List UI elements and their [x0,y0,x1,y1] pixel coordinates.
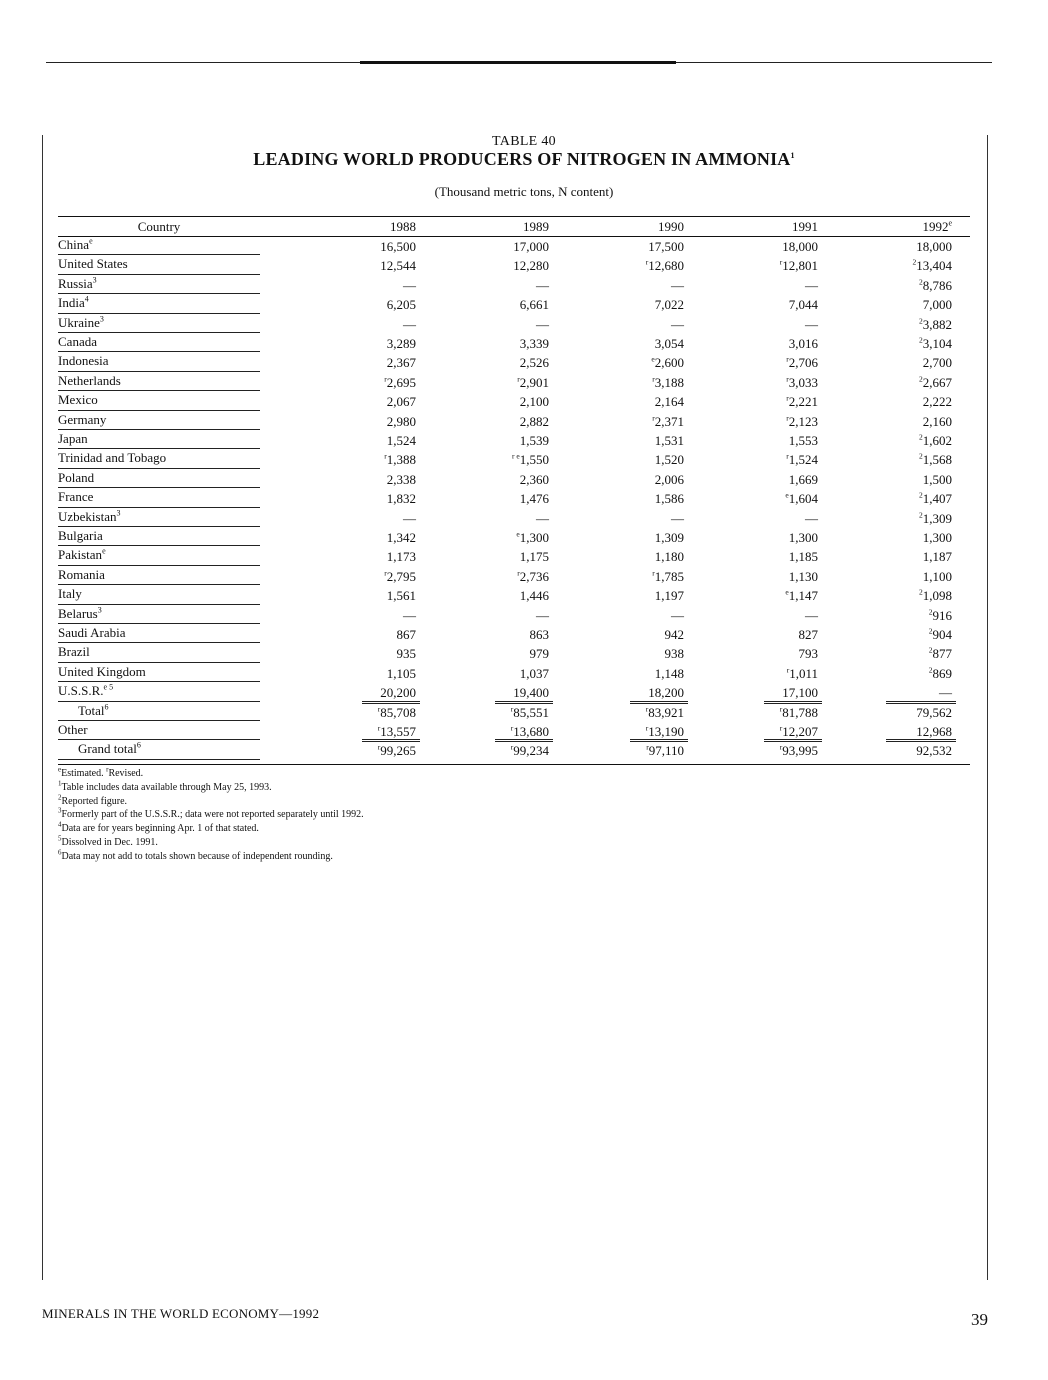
value-cell: 7,022 [654,297,684,313]
value-cell: 7,044 [788,297,818,313]
value-cell: $^r$93,995 [779,743,818,759]
value-cell: 12,544 [380,258,416,274]
value-cell: 867 [396,627,416,642]
value-cell: $^r$1,388 [384,452,416,468]
grand-total-rule [362,741,420,742]
value-cell: 1,187 [922,549,952,565]
country-cell: United States [58,256,128,272]
top-rule-accent [360,61,676,64]
table-row [0,411,1048,430]
table-row [0,721,1048,740]
table-bottom-rule [58,764,970,765]
table-row [0,663,1048,682]
table-row [0,566,1048,585]
value-cell: $^e$2,600 [651,355,684,371]
value-cell: 92,532 [916,743,952,759]
subtotal-rule [764,701,822,702]
value-cell: — [403,607,416,623]
table-number: TABLE 40 [492,134,556,149]
country-cell: Grand total$^6$ [78,741,141,757]
value-cell: 2,360 [519,471,549,487]
value-cell: 18,000 [916,239,952,254]
value-cell: 2,222 [922,394,952,410]
grand-total-rule [764,741,822,742]
value-cell: $^2$1,407 [919,490,952,507]
value-cell: $^r$3,188 [652,374,684,390]
value-cell: $^r$1,011 [786,665,818,681]
value-cell: 12,280 [513,258,549,274]
table-row [0,682,1048,701]
value-cell: $^2$1,602 [919,432,952,448]
country-cell: Romania [58,566,105,582]
value-cell: $^r$12,680 [645,258,684,274]
header-top-rule [58,216,970,217]
country-cell: Germany [58,411,107,427]
value-cell: $^r$99,234 [510,743,549,759]
subtotal-rule [886,701,956,702]
grand-total-rule [764,739,822,740]
value-cell: 6,205 [386,297,416,313]
value-cell: 1,148 [654,665,684,681]
country-cell: Bulgaria [58,528,103,543]
value-cell: 7,000 [922,297,952,313]
column-header-year: 1989 [523,219,549,234]
value-cell: 1,185 [788,549,818,565]
country-cell: Poland [58,469,95,485]
value-cell: 1,130 [788,568,818,584]
value-cell: 3,054 [654,336,684,351]
value-cell: 3,289 [386,336,416,351]
value-cell: 942 [664,627,684,642]
grand-total-rule [886,739,956,740]
country-cell: Netherlands [58,372,121,388]
value-cell: — [805,607,818,623]
value-cell: 827 [798,627,818,642]
subtotal-rule [764,703,822,704]
table-subtitle: (Thousand metric tons, N content) [434,184,614,199]
footnote: $^3$Formerly part of the U.S.S.R.; data were not reported separately until 1992. [58,807,364,821]
value-cell: $^r$2,901 [517,374,549,390]
value-cell: 935 [396,646,416,662]
footnote: $^4$Data are for years beginning Apr. 1 of that stated. [58,820,259,835]
country-cell: Mexico [58,392,98,408]
value-cell: 1,175 [519,549,549,565]
value-cell: 79,562 [916,704,952,720]
value-cell: $^e$1,604 [785,490,818,507]
country-cell: Brazil [58,644,90,660]
table-row [0,527,1048,546]
subtotal-rule [630,703,688,704]
country-cell: Italy [58,586,82,602]
value-cell: $^2$869 [928,665,952,681]
value-cell: — [805,510,818,526]
value-cell: 19,400 [513,685,549,701]
value-cell: 1,100 [922,568,952,584]
value-cell: $^2$916 [928,607,952,623]
value-cell: 1,586 [654,491,684,507]
value-cell: — [805,277,818,293]
value-cell: 1,561 [386,588,416,604]
footnote: $^2$Reported figure. [58,793,128,807]
value-cell: 1,197 [654,588,684,604]
value-cell: 2,367 [386,355,416,371]
value-cell: $^2$1,309 [919,510,952,526]
value-cell: — [805,316,818,332]
value-cell: $^r$3,033 [786,374,818,390]
value-cell: — [939,685,952,701]
value-cell: 16,500 [380,239,416,254]
grand-total-rule [886,741,956,742]
value-cell: $^r$2,221 [786,393,818,410]
value-cell: — [671,316,684,332]
column-header-year: 1991 [792,219,818,234]
country-cell: Total$^6$ [78,702,109,718]
value-cell: 1,300 [922,530,952,545]
value-cell: 18,200 [648,685,684,701]
table-row [0,294,1048,313]
value-cell: 1,524 [386,433,416,448]
grand-total-rule [630,741,688,742]
table-row [0,702,1048,721]
subtotal-rule [495,701,553,702]
value-cell: 18,000 [782,239,818,254]
value-cell: $^e$1,300 [516,529,549,545]
country-cell: Russia$^3$ [58,275,97,291]
value-cell: $^2$1,098 [919,587,952,604]
value-cell: 2,700 [922,355,952,371]
value-cell: $^r$99,265 [377,743,416,759]
value-cell: — [403,277,416,293]
value-cell: — [536,510,549,526]
country-cell: Ukraine$^3$ [58,314,104,330]
value-cell: $^r$2,706 [786,355,818,371]
country-cell: India$^4$ [58,294,89,311]
value-cell: 979 [529,646,549,662]
value-cell: 12,968 [916,724,952,739]
value-cell: $^r$81,788 [779,704,818,720]
value-cell: $^2$3,882 [919,316,952,332]
value-cell: $^r$2,795 [384,568,416,584]
value-cell: 1,180 [654,549,684,565]
footnotes [58,767,364,864]
country-cell: Indonesia [58,353,109,369]
table-row [0,508,1048,527]
value-cell: 1,342 [386,530,416,545]
table-title: LEADING WORLD PRODUCERS OF NITROGEN IN AMMONIA$^1$ [253,149,795,169]
value-cell: — [671,607,684,623]
value-cell: 3,339 [519,336,549,351]
country-cell: China$^e$ [58,236,93,252]
value-cell: $^r$2,123 [786,413,818,429]
table-row [0,275,1048,294]
value-cell: 1,520 [654,452,684,468]
subtotal-rule [362,703,420,704]
table-row [0,740,1048,759]
table-row [0,624,1048,643]
publication-footer: MINERALS IN THE WORLD ECONOMY—1992 [42,1306,320,1321]
table-row [0,352,1048,371]
value-cell: 1,531 [654,433,684,448]
value-cell: $^2$2,667 [919,374,952,390]
table-row [0,585,1048,604]
value-cell: 2,164 [654,394,684,410]
table-row [0,236,1048,255]
grand-total-rule [362,739,420,740]
value-cell: $^e$1,147 [785,587,818,604]
table-row [0,314,1048,333]
value-cell: $^{r e}$1,550 [512,452,549,468]
value-cell: 2,067 [386,394,416,410]
country-cell: Japan [58,431,88,446]
country-cell: United Kingdom [58,663,146,679]
value-cell: $^r$1,524 [786,452,818,468]
value-cell: 1,832 [386,491,416,507]
value-cell: $^2$13,404 [912,258,952,274]
value-cell: 2,980 [386,413,416,429]
table-row [0,546,1048,565]
footnote: $^5$Dissolved in Dec. 1991. [58,834,158,848]
value-cell: — [403,510,416,526]
value-cell: 863 [529,627,549,642]
country-cell: Saudi Arabia [58,625,126,640]
value-cell: $^r$2,695 [384,374,416,390]
country-cell: U.S.S.R.$^{e 5}$ [58,682,114,699]
value-cell: 3,016 [788,336,818,351]
value-cell: — [536,316,549,332]
value-cell: 1,476 [519,491,549,507]
value-cell: 1,446 [519,588,549,604]
table-row [0,430,1048,449]
country-cell: France [58,489,94,505]
footnote: $^6$Data may not add to totals shown because of independent rounding. [58,848,333,862]
value-cell: 1,173 [386,549,416,565]
country-cell: Canada [58,334,97,349]
value-cell: $^2$3,104 [919,335,952,351]
country-cell: Uzbekistan$^3$ [58,508,121,524]
country-cell: Trinidad and Tobago [58,450,167,466]
row-rule [58,759,260,760]
value-cell: 2,526 [519,355,549,371]
value-cell: 2,006 [654,471,684,487]
value-cell: 20,200 [380,685,416,701]
value-cell: $^r$97,110 [646,743,684,759]
column-header-year: 1990 [658,219,684,234]
value-cell: 2,338 [386,471,416,487]
value-cell: 1,553 [788,433,818,448]
value-cell: $^r$85,708 [377,704,416,720]
table-row [0,391,1048,410]
value-cell: $^r$85,551 [510,704,549,720]
value-cell: $^r$13,680 [510,723,549,739]
subtotal-rule [630,701,688,702]
value-cell: 1,309 [654,530,684,545]
subtotal-rule [362,701,420,702]
value-cell: 1,105 [386,665,416,681]
table-row [0,643,1048,662]
value-cell: 1,037 [519,665,549,681]
value-cell: 17,100 [782,685,818,701]
value-cell: — [403,316,416,332]
grand-total-rule [495,741,553,742]
footnote: $^1$Table includes data available through May 25, 1993. [58,779,272,793]
table-row [0,255,1048,274]
value-cell: 793 [798,646,818,662]
value-cell: 2,882 [519,413,549,429]
value-cell: $^r$1,785 [652,568,684,584]
grand-total-rule [630,739,688,740]
grand-total-rule [495,739,553,740]
table-row [0,333,1048,352]
value-cell: $^r$13,557 [377,723,416,739]
value-cell: 2,100 [519,394,549,410]
value-cell: 2,160 [922,413,952,429]
column-header-country: Country [137,219,181,234]
table-row [0,605,1048,624]
value-cell: 1,539 [519,433,549,448]
subtotal-rule [886,703,956,704]
table-row [0,449,1048,468]
value-cell: — [536,277,549,293]
value-cell: 1,500 [922,471,952,487]
value-cell: $^r$12,207 [779,723,818,739]
value-cell: — [671,277,684,293]
country-cell: Other [58,722,88,737]
value-cell: — [536,607,549,623]
value-cell: $^r$2,371 [652,413,684,429]
country-cell: Pakistan$^e$ [58,547,106,563]
value-cell: $^2$8,786 [919,277,952,293]
column-header-year: 1992e [922,218,952,234]
footnote: $^e$Estimated. $^r$Revised. [58,765,144,779]
value-cell: $^2$1,568 [919,452,952,468]
value-cell: $^r$2,736 [517,568,549,584]
value-cell: 17,500 [648,239,684,254]
value-cell: $^r$83,921 [645,704,684,720]
value-cell: 938 [664,646,684,662]
table-row [0,488,1048,507]
subtotal-rule [495,703,553,704]
value-cell: $^r$13,190 [645,723,684,739]
value-cell: $^2$904 [928,626,952,642]
value-cell: 17,000 [513,239,549,254]
value-cell: $^r$12,801 [779,258,818,274]
country-cell: Belarus$^3$ [58,605,102,621]
table-row [0,469,1048,488]
value-cell: 6,661 [519,297,549,313]
value-cell: — [671,510,684,526]
value-cell: $^2$877 [928,646,952,662]
value-cell: 1,300 [788,530,818,545]
table-row [0,372,1048,391]
value-cell: 1,669 [788,471,818,487]
page-number: 39 [971,1310,988,1329]
column-header-year: 1988 [390,219,416,234]
